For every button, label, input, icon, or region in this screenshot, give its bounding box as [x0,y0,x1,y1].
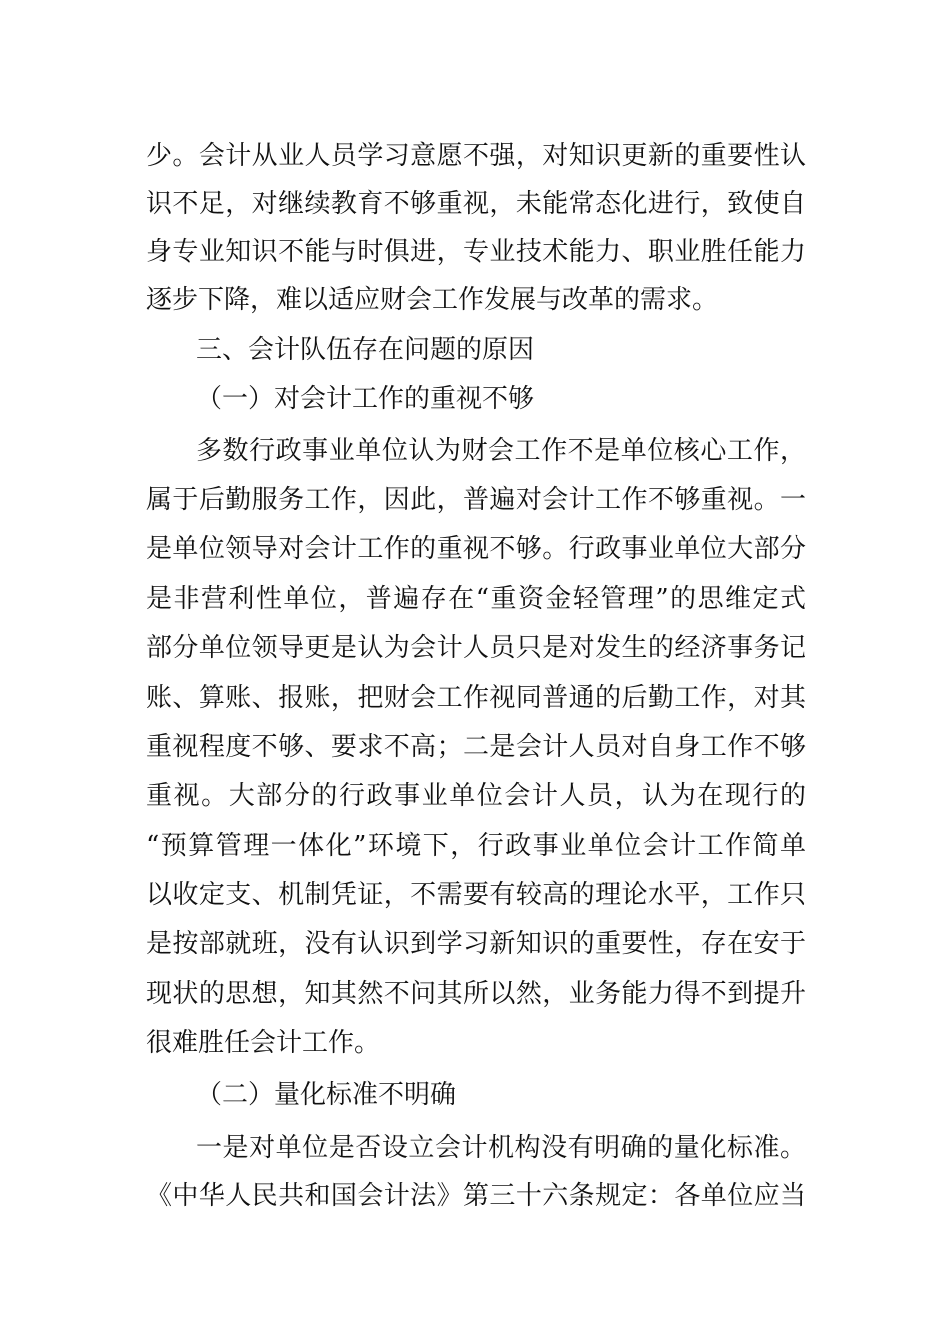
section-heading: 三、会计队伍存在问题的原因 [196,335,535,365]
paragraph-first-line: 多数行政事业单位认为财会工作不是单位核心工作， [196,436,806,466]
body-text-line: 部分单位领导更是认为会计人员只是对发生的经济事务记 [146,633,806,663]
body-text-line: 属于后勤服务工作，因此，普遍对会计工作不够重视。一 [146,485,806,515]
body-text-line: 身专业知识不能与时俱进，专业技术能力、职业胜任能力 [146,237,806,267]
body-text-line: 少。会计从业人员学习意愿不强，对知识更新的重要性认 [146,141,806,171]
body-text-line: 是按部就班，没有认识到学习新知识的重要性，存在安于 [146,929,806,959]
body-text-line: 识不足，对继续教育不够重视，未能常态化进行，致使自 [146,189,806,219]
body-text-line: 很难胜任会计工作。 [146,1028,381,1058]
body-text-line: 逐步下降，难以适应财会工作发展与改革的需求。 [146,285,719,315]
body-text-line: 以收定支、机制凭证，不需要有较高的理论水平，工作只 [146,880,806,910]
body-text-line: 账、算账、报账，把财会工作视同普通的后勤工作，对其 [146,683,806,713]
body-text-line: 重视。大部分的行政事业单位会计人员，认为在现行的 [146,781,806,811]
body-text-line: 现状的思想，知其然不问其所以然，业务能力得不到提升 [146,979,806,1009]
paragraph-first-line: 一是对单位是否设立会计机构没有明确的量化标准。 [196,1133,806,1163]
subsection-heading: （一）对会计工作的重视不够 [196,384,535,414]
body-text-line: 是单位领导对会计工作的重视不够。行政事业单位大部分 [146,534,806,564]
body-text-line: “预算管理一体化”环境下，行政事业单位会计工作简单 [146,831,806,861]
body-text-line: 重视程度不够、要求不高；二是会计人员对自身工作不够 [146,732,806,762]
body-text-line: 是非营利性单位，普遍存在“重资金轻管理”的思维定式 [146,584,806,614]
body-text-line: 《中华人民共和国会计法》第三十六条规定：各单位应当 [146,1181,806,1211]
subsection-heading: （二）量化标准不明确 [196,1080,457,1110]
